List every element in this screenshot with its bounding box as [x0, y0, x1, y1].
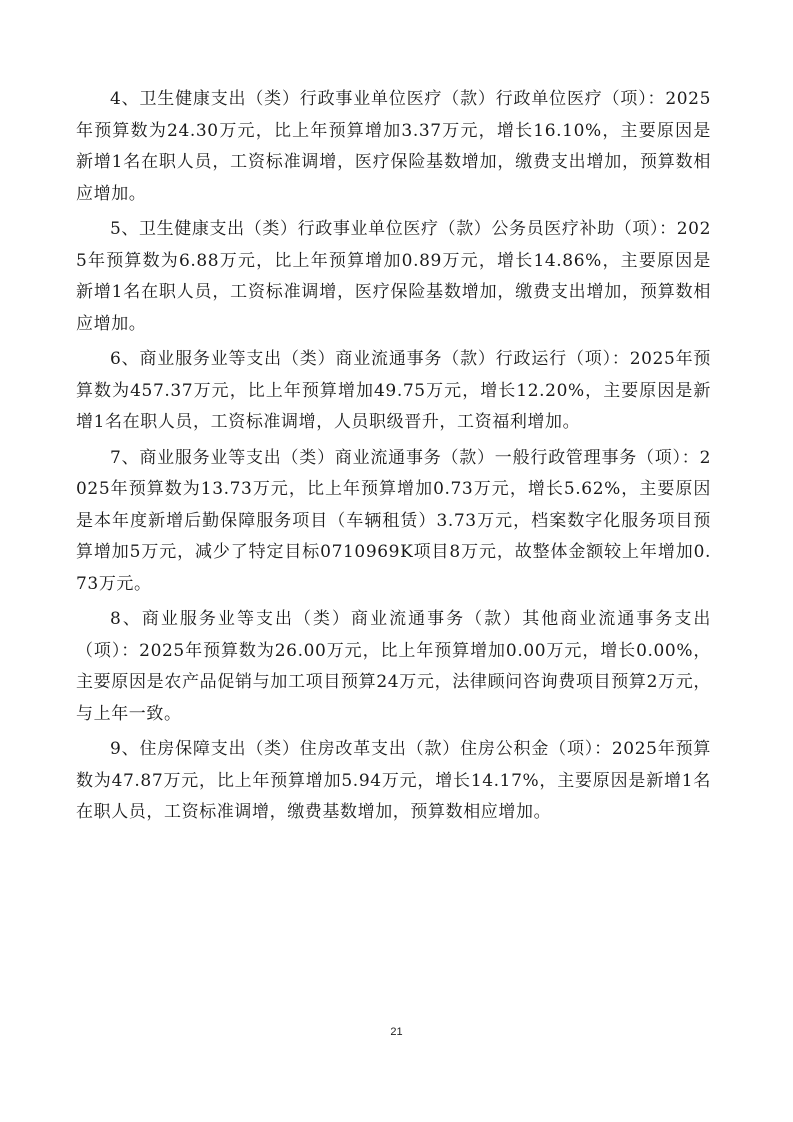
- paragraph-item-7: 7、商业服务业等支出（类）商业流通事务（款）一般行政管理事务（项）：2025年预算数为13.73万元，比上年预算增加0.73万元，增长5.62%，主要原因是本年度新增后勤保障服务项目（车辆租赁）3.73万元，档案数字化服务项目预算增加5万元，减少了特定目标0710969K项目8万元，故整体金额较上年增加0.73万元。: [76, 447, 711, 594]
- paragraph-item-4: 4、卫生健康支出（类）行政事业单位医疗（款）行政单位医疗（项）：2025年预算数为24.30万元，比上年预算增加3.37万元，增长16.10%，主要原因是新增1名在职人员，工资标准调增，医疗保险基数增加，缴费支出增加，预算数相应增加。: [76, 89, 711, 204]
- paragraph-item-8: 8、商业服务业等支出（类）商业流通事务（款）其他商业流通事务支出（项）：2025年预算数为26.00万元，比上年预算增加0.00万元，增长0.00%，主要原因是农产品促销与加工项目预算24万元，法律顾问咨询费项目预算2万元，与上年一致。: [76, 609, 711, 724]
- page-number: 21: [390, 1026, 403, 1038]
- paragraph-item-6: 6、商业服务业等支出（类）商业流通事务（款）行政运行（项）：2025年预算数为457.37万元，比上年预算增加49.75万元，增长12.20%，主要原因是新增1名在职人员，工资标准调增，人员职级晋升，工资福利增加。: [76, 349, 711, 432]
- paragraph-item-9: 9、住房保障支出（类）住房改革支出（款）住房公积金（项）：2025年预算数为47.87万元，比上年预算增加5.94万元，增长14.17%，主要原因是新增1名在职人员，工资标准调增，缴费基数增加，预算数相应增加。: [76, 739, 711, 822]
- document-body: [76, 84, 711, 833]
- paragraph-item-5: 5、卫生健康支出（类）行政事业单位医疗（款）公务员医疗补助（项）：2025年预算数为6.88万元，比上年预算增加0.89万元，增长14.86%，主要原因是新增1名在职人员，工资标准调增，医疗保险基数增加，缴费支出增加，预算数相应增加。: [76, 219, 711, 334]
